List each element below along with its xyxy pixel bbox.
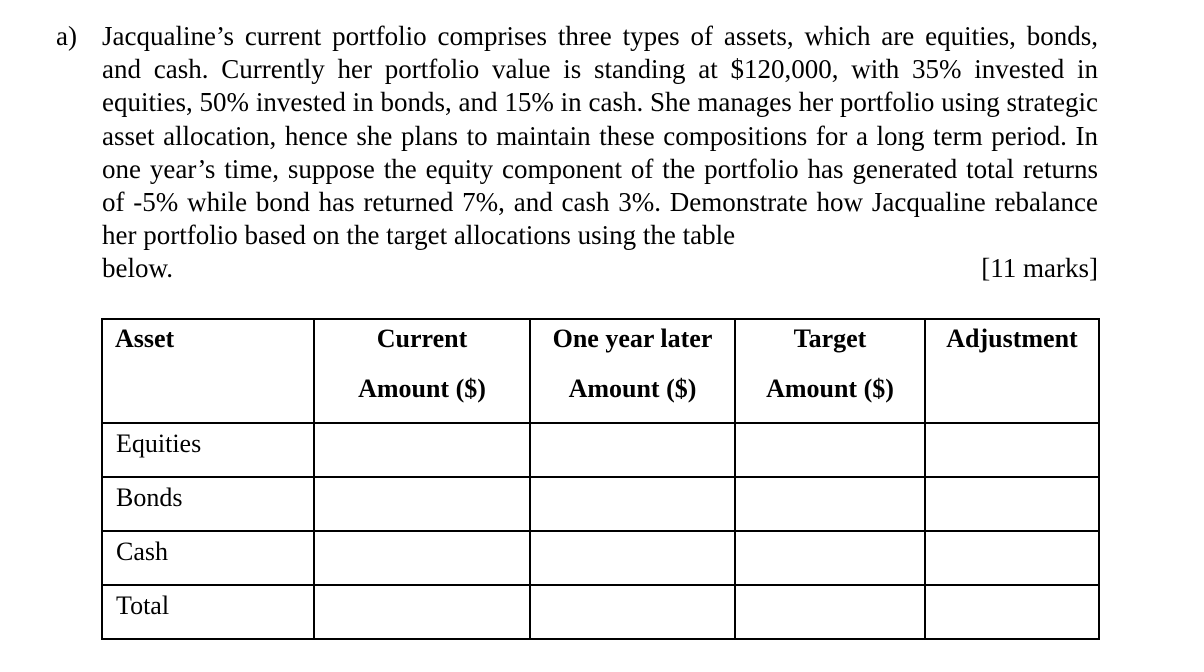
asset-cell: Equities bbox=[102, 423, 314, 477]
table-row-total bbox=[102, 585, 1099, 639]
one-year-later-cell bbox=[530, 585, 735, 639]
adjustment-cell bbox=[925, 585, 1099, 639]
current-amount-cell bbox=[314, 531, 530, 585]
adjustment-cell bbox=[925, 531, 1099, 585]
current-amount-cell bbox=[314, 585, 530, 639]
one-year-later-cell bbox=[530, 423, 735, 477]
header-adjustment: Adjustment bbox=[925, 319, 1099, 423]
asset-cell: Cash bbox=[102, 531, 314, 585]
adjustment-cell bbox=[925, 477, 1099, 531]
question-text-end: below. bbox=[102, 253, 173, 283]
table-header-row bbox=[102, 319, 1099, 423]
current-amount-cell bbox=[314, 477, 530, 531]
question-last-line bbox=[102, 252, 1098, 285]
one-year-later-cell bbox=[530, 477, 735, 531]
one-year-later-cell bbox=[530, 531, 735, 585]
header-current-amount: Current Amount ($) bbox=[314, 319, 530, 423]
adjustment-cell bbox=[925, 423, 1099, 477]
table-row bbox=[102, 531, 1099, 585]
header-one-year-later-amount: One year later Amount ($) bbox=[530, 319, 735, 423]
question-text: Jacqualine’s current portfolio comprises three types of assets, which are equities, bonds, and cash. Currently her portfolio value is standing at $120,000, with 35% invested in equities, 50% invested in bonds, and 15% in cash. She manages her portfolio using strategic asset allocation, hence she plans to maintain these compositions for a long term period. In one year’s time, suppose the equity component of the portfolio has generated total returns of -5% while bond has returned 7%, and cash 3%. Demonstrate how Jacqualine rebalance her portfolio based on the target allocations using the table bbox=[102, 21, 1098, 251]
asset-cell: Total bbox=[102, 585, 314, 639]
table-row bbox=[102, 423, 1099, 477]
current-amount-cell bbox=[314, 423, 530, 477]
table-row bbox=[102, 477, 1099, 531]
target-amount-cell bbox=[735, 477, 925, 531]
header-target-amount: Target Amount ($) bbox=[735, 319, 925, 423]
target-amount-cell bbox=[735, 531, 925, 585]
header-asset: Asset bbox=[102, 319, 314, 423]
marks-label: [11 marks] bbox=[981, 253, 1098, 283]
target-amount-cell bbox=[735, 585, 925, 639]
asset-cell: Bonds bbox=[102, 477, 314, 531]
target-amount-cell bbox=[735, 423, 925, 477]
rebalance-table bbox=[101, 318, 1100, 640]
question-label: a) bbox=[56, 21, 77, 51]
